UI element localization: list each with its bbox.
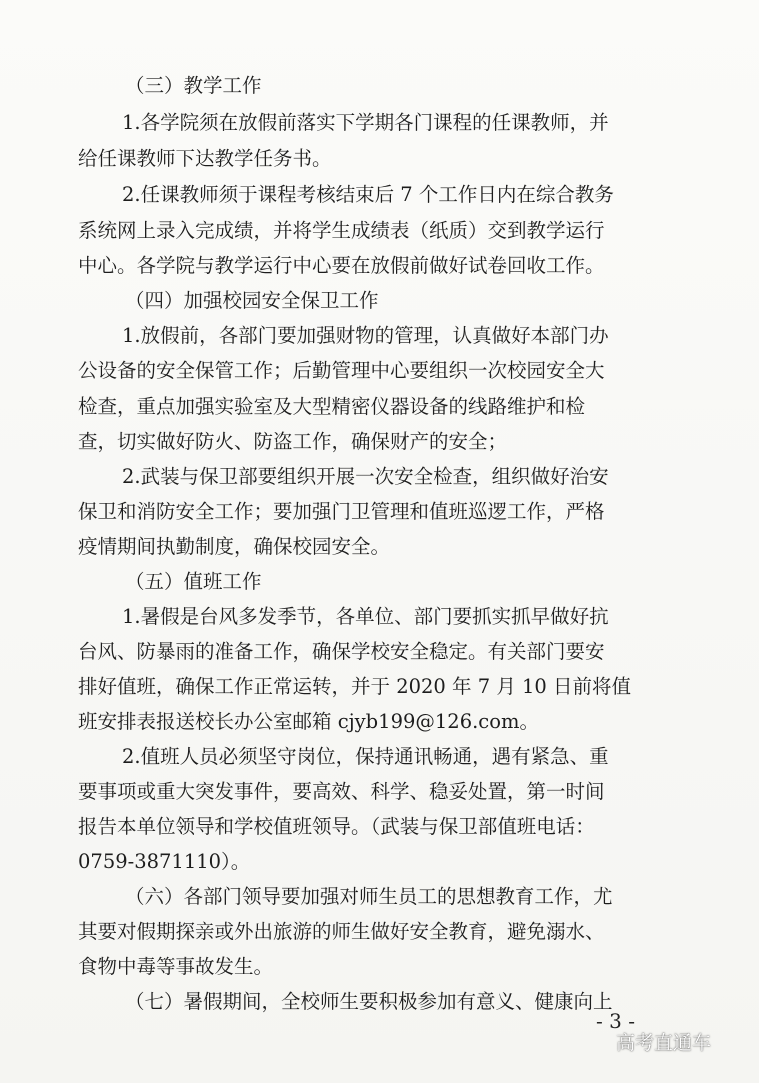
- paragraph-line: 排好值班，确保工作正常运转，并于 2020 年 7 月 10 日前将值: [78, 675, 632, 698]
- paragraph-line: （七）暑假期间，全校师生要积极参加有意义、健康向上: [125, 990, 613, 1013]
- paragraph-line: 报告本单位领导和学校值班领导。（武装与保卫部值班电话：: [78, 815, 595, 838]
- section-heading-teaching: （三）教学工作: [125, 74, 262, 97]
- paragraph-line: 台风、防暴雨的准备工作，确保学校安全稳定。有关部门要安: [78, 640, 605, 663]
- paragraph-line: 2.任课教师须于课程考核结束后 7 个工作日内在综合教务: [122, 183, 614, 206]
- section-heading-security: （四）加强校园安全保卫工作: [125, 289, 379, 312]
- paragraph-line: 系统网上录入完成绩，并将学生成绩表（纸质）交到教学运行: [78, 219, 605, 242]
- paragraph-line: 要事项或重大突发事件，要高效、科学、稳妥处置，第一时间: [78, 780, 605, 803]
- page-number: - 3 -: [596, 1009, 635, 1033]
- paragraph-line: 1.各学院须在放假前落实下学期各门课程的任课教师，并: [122, 111, 609, 134]
- paragraph-line: 班安排表报送校长办公室邮箱 cjyb199@126.com。: [78, 710, 539, 733]
- paragraph-line: 检查，重点加强实验室及大型精密仪器设备的线路维护和检: [78, 395, 586, 418]
- paragraph-line: 2.武装与保卫部要组织开展一次安全检查，组织做好治安: [122, 465, 609, 488]
- paragraph-line: 公设备的安全保管工作；后勤管理中心要组织一次校园安全大: [78, 359, 605, 382]
- paragraph-line: 1.暑假是台风多发季节，各单位、部门要抓实抓早做好抗: [122, 605, 609, 628]
- paragraph-line: 其要对假期探亲或外出旅游的师生做好安全教育，避免溺水、: [78, 920, 605, 943]
- paragraph-line: 查，切实做好防火、防盗工作，确保财产的安全；: [78, 430, 508, 453]
- paragraph-line: 保卫和消防安全工作；要加强门卫管理和值班巡逻工作，严格: [78, 500, 605, 523]
- paragraph-line: 给任课教师下达教学任务书。: [78, 147, 332, 170]
- paragraph-line: 2.值班人员必须坚守岗位，保持通讯畅通，遇有紧急、重: [122, 745, 609, 768]
- paragraph-line: （六）各部门领导要加强对师生员工的思想教育工作，尤: [125, 885, 613, 908]
- paragraph-line: 疫情期间执勤制度，确保校园安全。: [78, 535, 391, 558]
- section-heading-duty: （五）值班工作: [125, 570, 262, 593]
- paragraph-line: 0759-3871110）。: [78, 850, 251, 873]
- paragraph-line: 1.放假前，各部门要加强财物的管理，认真做好本部门办: [122, 324, 609, 347]
- paragraph-line: 中心。各学院与教学运行中心要在放假前做好试卷回收工作。: [78, 254, 605, 277]
- watermark-text: 高考直通车: [616, 1032, 712, 1054]
- paragraph-line: 食物中毒等事故发生。: [78, 955, 274, 978]
